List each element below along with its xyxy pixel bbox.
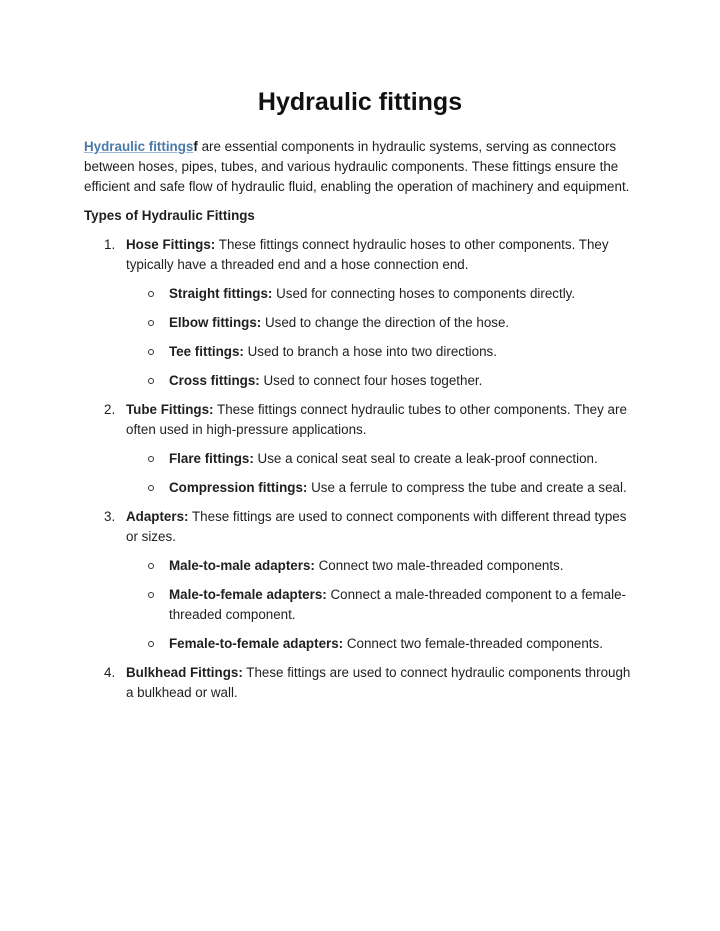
- list-item: [84, 507, 636, 654]
- item-lead: Adapters:: [126, 509, 189, 524]
- section-heading: Types of Hydraulic Fittings: [84, 208, 255, 223]
- sub-item-lead: Female-to-female adapters:: [169, 636, 344, 651]
- circle-bullet-icon: [148, 349, 154, 355]
- item-text: These fittings are used to connect components with different thread types or sizes.: [126, 509, 627, 544]
- circle-bullet-icon: [148, 641, 154, 647]
- sub-item-lead: Straight fittings:: [169, 286, 273, 301]
- intro-text: are essential components in hydraulic systems, serving as connectors between hoses, pipes, tubes, and various hydraulic components. These fittings ensure the efficient and safe flow of hydraulic fluid, enabling the operation of machinery and equipment.: [84, 139, 630, 194]
- page-title: Hydraulic fittings: [257, 88, 463, 116]
- list-item: [84, 400, 636, 498]
- sub-list: [126, 556, 636, 654]
- sub-item-lead: Compression fittings:: [169, 480, 308, 495]
- list-item: [84, 235, 636, 391]
- sub-item-text: Connect two female-threaded components.: [343, 636, 603, 651]
- sub-list: [126, 449, 636, 498]
- item-lead: Tube Fittings:: [126, 402, 214, 417]
- sub-item-text: Used to branch a hose into two directions.: [243, 344, 497, 359]
- sub-list-item: [126, 284, 636, 304]
- circle-bullet-icon: [148, 563, 154, 569]
- sub-list-item: [126, 313, 636, 333]
- sub-list: [126, 284, 636, 391]
- sub-item-lead: Male-to-male adapters:: [169, 558, 315, 573]
- sub-item-text: Used to connect four hoses together.: [259, 373, 483, 388]
- sub-item-text: Used for connecting hoses to components directly.: [272, 286, 576, 301]
- circle-bullet-icon: [148, 592, 154, 598]
- circle-bullet-icon: [148, 485, 154, 491]
- intro-paragraph: [84, 137, 636, 197]
- circle-bullet-icon: [148, 291, 154, 297]
- circle-bullet-icon: [148, 456, 154, 462]
- sub-list-item: [126, 478, 636, 498]
- sub-item-lead: Cross fittings:: [169, 373, 260, 388]
- circle-bullet-icon: [148, 378, 154, 384]
- item-text: These fittings are used to connect hydraulic components through a bulkhead or wall.: [126, 665, 631, 700]
- fittings-types-list: [84, 235, 636, 703]
- sub-item-text: Connect a male-threaded component to a female-threaded component.: [169, 587, 626, 622]
- sub-item-text: Used to change the direction of the hose.: [261, 315, 510, 330]
- list-number: 3.: [104, 509, 116, 524]
- sub-list-item: [126, 449, 636, 469]
- sub-item-lead: Tee fittings:: [169, 344, 244, 359]
- sub-item-lead: Flare fittings:: [169, 451, 254, 466]
- sub-list-item: [126, 342, 636, 362]
- sub-list-item: [126, 585, 636, 625]
- item-lead: Hose Fittings:: [126, 237, 216, 252]
- sub-item-text: Use a conical seat seal to create a leak-proof connection.: [253, 451, 598, 466]
- list-item: [84, 663, 636, 703]
- sub-item-lead: Elbow fittings:: [169, 315, 262, 330]
- sub-list-item: [126, 556, 636, 576]
- list-number: 2.: [104, 402, 116, 417]
- item-lead: Bulkhead Fittings:: [126, 665, 243, 680]
- sub-list-item: [126, 371, 636, 391]
- list-number: 4.: [104, 665, 116, 680]
- sub-list-item: [126, 634, 636, 654]
- item-text: These fittings connect hydraulic tubes to other components. They are often used in high-pressure applications.: [126, 402, 627, 437]
- hydraulic-fittings-link[interactable]: Hydraulic fittings: [84, 139, 194, 154]
- intro-suffix: f: [193, 139, 198, 154]
- circle-bullet-icon: [148, 320, 154, 326]
- list-number: 1.: [104, 237, 116, 252]
- item-text: These fittings connect hydraulic hoses to other components. They typically have a threaded end and a hose connection end.: [126, 237, 609, 272]
- sub-item-text: Connect two male-threaded components.: [314, 558, 564, 573]
- sub-item-text: Use a ferrule to compress the tube and create a seal.: [307, 480, 627, 495]
- sub-item-lead: Male-to-female adapters:: [169, 587, 327, 602]
